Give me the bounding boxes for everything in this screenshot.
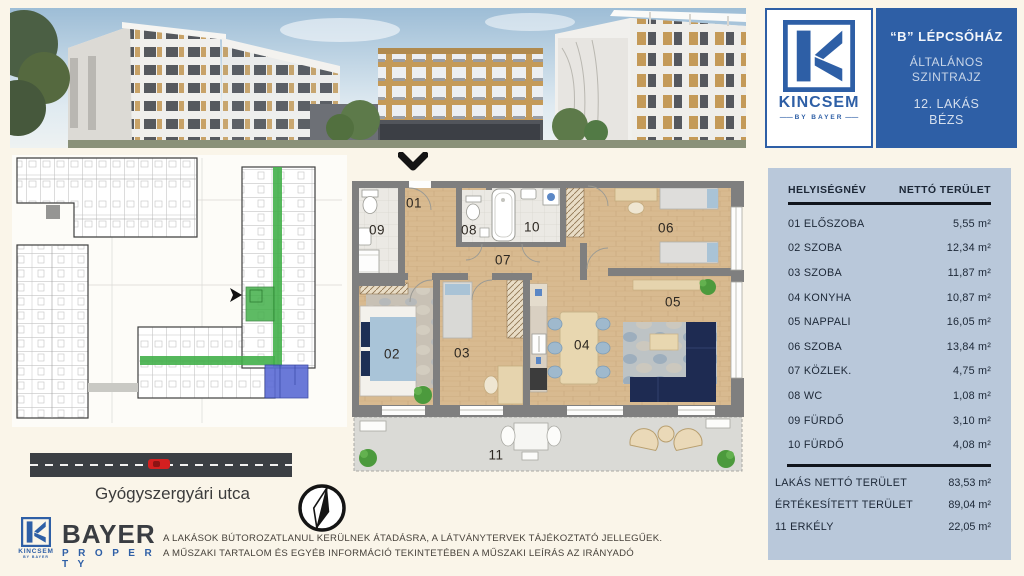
kincsem-logo-small [14, 517, 58, 569]
building-center [378, 48, 543, 148]
sheet-info [876, 8, 1017, 148]
room-label-11: 11 [488, 447, 504, 463]
floor-plan-drawing [352, 176, 744, 476]
kincsem-small-tagline: BY BAYER [23, 555, 49, 559]
table-row: 08 WC 1,08 m² [788, 389, 991, 402]
col-room-name: HELYISÉGNÉV [788, 184, 867, 196]
building-render-photo [10, 8, 746, 148]
compass-icon [296, 480, 348, 536]
room-label-01: 01 [405, 195, 423, 211]
building-left [68, 22, 226, 148]
bayer-wordmark: BAYER [62, 519, 156, 549]
highlight-corridor-horizontal [140, 356, 275, 365]
car-icon [148, 459, 170, 469]
area-table-header [788, 184, 991, 196]
room-label-03: 03 [453, 345, 471, 361]
street-graphic [30, 453, 292, 477]
street-name: Gyógyszergyári utca [95, 484, 250, 503]
area-table [768, 168, 1011, 560]
right-windows [731, 207, 742, 378]
title-block [765, 8, 1017, 148]
summary-row: ÉRTÉKESÍTETT TERÜLET 89,04 m² [775, 498, 991, 511]
room-label-06: 06 [657, 220, 675, 236]
table-row: 02 SZOBA 12,34 m² [788, 242, 991, 255]
table-row: 01 ELŐSZOBA 5,55 m² [788, 217, 991, 230]
kincsem-logo [765, 8, 873, 148]
apartment-id: 12. LAKÁS BÉZS [913, 96, 980, 127]
summary-rule [787, 464, 991, 467]
summary-row: 11 ERKÉLY 22,05 m² [775, 520, 991, 533]
property-wordmark: P R O P E R T Y [62, 548, 156, 570]
ground [68, 140, 746, 148]
table-row: 09 FÜRDŐ 3,10 m² [788, 414, 991, 427]
table-row: 10 FÜRDŐ 4,08 m² [788, 439, 991, 452]
area-summary [775, 472, 991, 538]
site-plan [12, 155, 347, 427]
highlight-corridor-vertical [273, 167, 282, 368]
kincsem-k-icon [783, 20, 855, 92]
room-label-10: 10 [523, 219, 541, 235]
table-row: 07 KÖZLEK. 4,75 m² [788, 365, 991, 378]
table-row: 06 SZOBA 13,84 m² [788, 340, 991, 353]
disclaimer [163, 531, 753, 561]
room-label-04: 04 [573, 337, 591, 353]
disclaimer-line-2: A MŰSZAKI TARTALOM ÉS EGYÉB INFORMÁCIÓ TEKINTETÉBEN A MŰSZAKI LEÍRÁS AZ IRÁNYADÓ [163, 548, 635, 559]
col-net-area: NETTÓ TERÜLET [898, 184, 991, 196]
kincsem-small-wordmark: KINCSEM [18, 548, 54, 555]
drawing-type: ÁLTALÁNOS SZINTRAJZ [909, 54, 984, 84]
room-label-07: 07 [494, 252, 512, 268]
room-label-05: 05 [664, 294, 682, 310]
summary-row: LAKÁS NETTÓ TERÜLET 83,53 m² [775, 476, 991, 489]
wing-left [17, 245, 88, 418]
table-row: 05 NAPPALI 16,05 m² [788, 316, 991, 329]
staircase-label: “B” LÉPCSŐHÁZ [890, 28, 1003, 44]
table-row: 04 KONYHA 10,87 m² [788, 291, 991, 304]
chevron-down-icon [398, 152, 428, 173]
room-label-09: 09 [368, 222, 386, 238]
kincsem-wordmark: KINCSEM [778, 94, 860, 111]
disclaimer-line-1: A LAKÁSOK BÚTOROZATLANUL KERÜLNEK ÁTADÁSRA, A LÁTVÁNYTERVEK TÁJÉKOZTATÓ JELLEGŰEK. [163, 533, 663, 544]
table-row: 03 SZOBA 11,87 m² [788, 266, 991, 279]
kincsem-k-icon-small [21, 517, 51, 547]
apartment-floor-plan [352, 176, 744, 476]
room-label-02: 02 [383, 346, 401, 362]
header-rule [788, 202, 991, 205]
by-bayer-tagline: —— BY BAYER —— [780, 114, 859, 121]
highlight-apartment [265, 365, 308, 398]
area-rows [788, 212, 991, 458]
bayer-property-logo [62, 519, 162, 570]
room-label-08: 08 [460, 222, 478, 238]
